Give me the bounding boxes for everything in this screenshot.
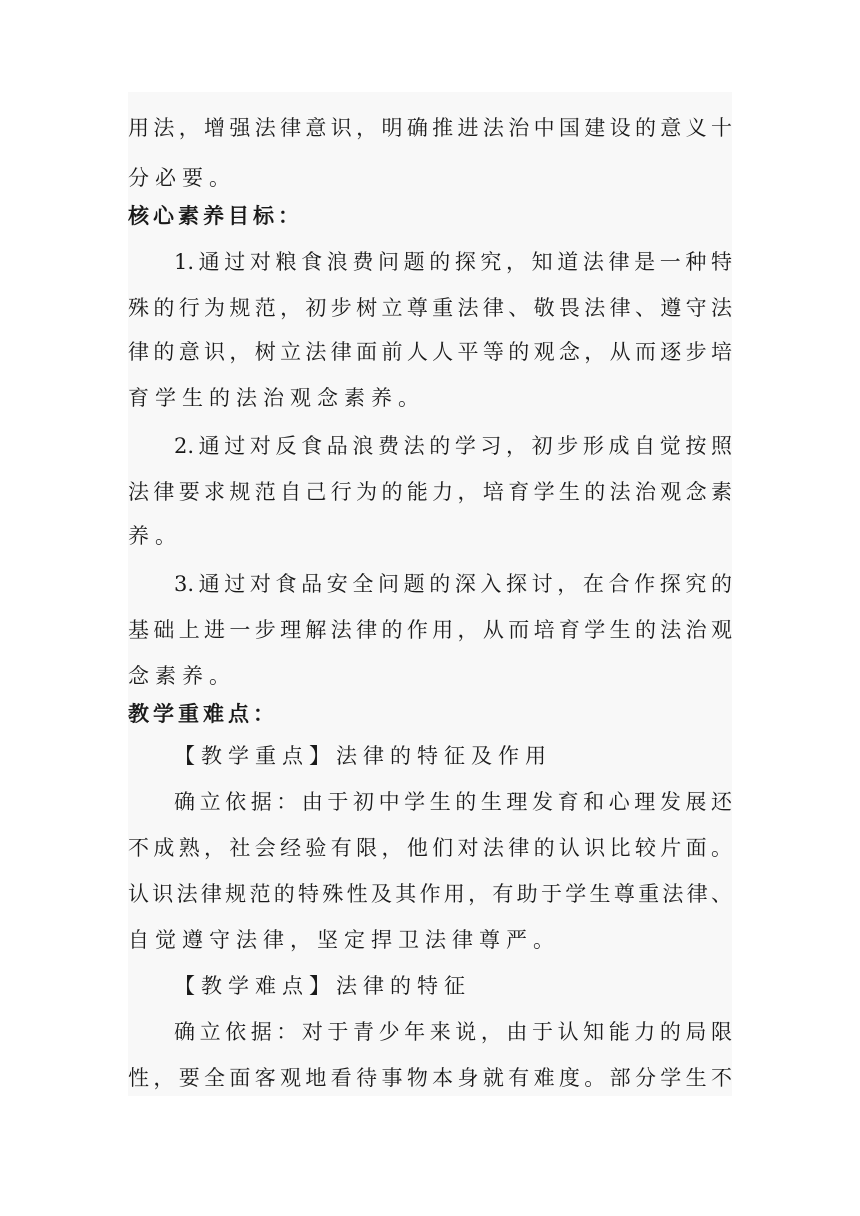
paragraph-line: 殊的行为规范，初步树立尊重法律、敬畏法律、遵守法: [128, 296, 732, 320]
paragraph-line: 分必要。: [128, 166, 236, 190]
paragraph-line: 用法，增强法律意识，明确推进法治中国建设的意义十: [128, 116, 732, 140]
paragraph-line: 确立依据：对于青少年来说，由于认知能力的局限: [174, 1020, 732, 1044]
paragraph-line: 法律要求规范自己行为的能力，培育学生的法治观念素: [128, 480, 732, 504]
paragraph-line: 确立依据：由于初中学生的生理发育和心理发展还: [174, 790, 732, 814]
paragraph-line: 性，要全面客观地看待事物本身就有难度。部分学生不: [128, 1066, 732, 1090]
paragraph-line: 养。: [128, 524, 182, 548]
paragraph-line: 律的意识，树立法律面前人人平等的观念，从而逐步培: [128, 340, 732, 364]
list-item-goal-1: 1.通过对粮食浪费问题的探究，知道法律是一种特: [174, 250, 732, 274]
paragraph-line: 基础上进一步理解法律的作用，从而培育学生的法治观: [128, 618, 732, 642]
subheading-teaching-difficulty: 【教学难点】法律的特征: [174, 974, 471, 998]
paragraph-line: 认识法律规范的特殊性及其作用，有助于学生尊重法律、: [128, 882, 732, 906]
section-heading-core-literacy: 核心素养目标：: [128, 204, 303, 228]
document-text-block: [128, 92, 732, 1096]
section-heading-key-difficulties: 教学重难点：: [128, 702, 278, 726]
subheading-teaching-focus: 【教学重点】法律的特征及作用: [174, 744, 552, 768]
paragraph-line: 自觉遵守法律，坚定捍卫法律尊严。: [128, 928, 560, 952]
list-item-goal-2: 2.通过对反食品浪费法的学习，初步形成自觉按照: [174, 434, 732, 458]
paragraph-line: 育学生的法治观念素养。: [128, 386, 425, 410]
list-item-goal-3: 3.通过对食品安全问题的深入探讨，在合作探究的: [174, 572, 732, 596]
paragraph-line: 不成熟，社会经验有限，他们对法律的认识比较片面。: [128, 836, 732, 860]
paragraph-line: 念素养。: [128, 664, 236, 688]
